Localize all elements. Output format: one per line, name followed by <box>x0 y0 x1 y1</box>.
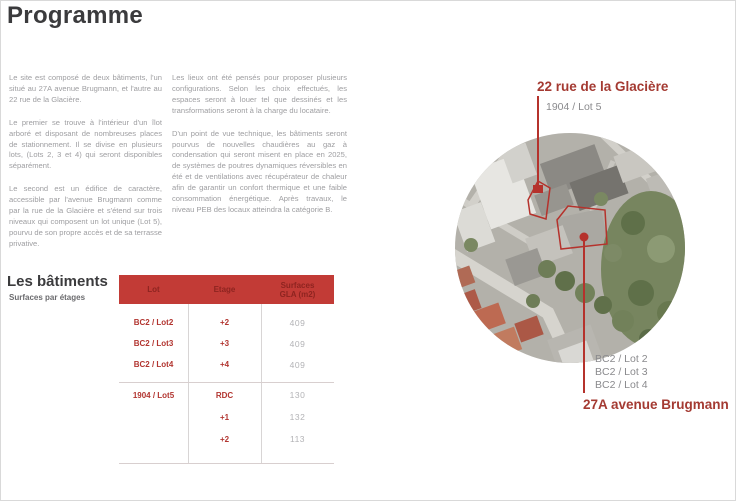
surfaces-table <box>119 275 334 464</box>
column-header-surfaces <box>261 281 334 299</box>
column-header-surfaces-line1: Surfaces <box>280 280 315 290</box>
paragraph: D'un point de vue technique, les bâtiments seront pourvus de nouvelles chaudières au gaz à condensation qui seront misent en place en 2025, de systèmes de poutres dynamiques réversibles en été et de ventilations avec récupérateur de chaleur afin de garantir un confort thermique et une faible consommation énergétique. Après travaux, le niveau PEB des locaux atteindra la catégorie B. <box>172 128 347 214</box>
table-row <box>119 354 334 375</box>
paragraph: Les lieux ont été pensés pour proposer plusieurs configurations. Selon les choix effectués, les espaces seront à louer tel que dessinés et les transformations seront à la charge du locataire. <box>172 73 347 115</box>
paragraph: Le premier se trouve à l'intérieur d'un îlot arboré et disposant de nombreuses places de stationnement. Il se divise en plusieurs lots, (Lots 2, 3 et 4) qui seront disponibles séparément. <box>9 117 162 171</box>
cell-surface: 132 <box>289 412 306 422</box>
intro-column-1 <box>9 73 162 262</box>
marker-bc2 <box>580 233 589 242</box>
cell-lot: BC2 / Lot4 <box>133 360 174 369</box>
column-divider <box>261 304 262 464</box>
map-label-1904-lot5: 1904 / Lot 5 <box>546 101 602 113</box>
cell-lot: BC2 / Lot3 <box>133 339 174 348</box>
table-group-1904 <box>119 375 334 450</box>
cell-etage: +3 <box>219 339 230 348</box>
surfaces-table-body <box>119 304 334 464</box>
buildings-subheading: Surfaces par étages <box>9 293 86 302</box>
column-header-lot: Lot <box>147 285 160 294</box>
table-group-bc2 <box>119 304 334 375</box>
cell-surface: 409 <box>289 359 306 370</box>
cell-lot: BC2 / Lot2 <box>133 318 174 327</box>
intro-column-2 <box>172 73 347 228</box>
column-header-etage: Etage <box>213 285 236 294</box>
paragraph: Le site est composé de deux bâtiments, l'un situé au 27A avenue Brugmann, et l'autre au 22 rue de la Glacière. <box>9 73 162 104</box>
cell-etage: +2 <box>219 318 230 327</box>
map-label-bc2-lot3: BC2 / Lot 3 <box>595 366 648 378</box>
cell-surface: 130 <box>289 390 306 400</box>
column-header-surfaces-line2: GLA (m2) <box>279 289 316 299</box>
table-row <box>119 406 334 428</box>
table-row <box>119 333 334 354</box>
map-label-bc2-lot2: BC2 / Lot 2 <box>595 353 648 365</box>
cell-etage: RDC <box>215 390 234 400</box>
cell-surface: 113 <box>289 434 306 444</box>
cell-lot: 1904 / Lot5 <box>132 390 175 400</box>
cell-surface: 409 <box>289 338 306 349</box>
table-row <box>119 312 334 333</box>
map-label-bc2-lot4: BC2 / Lot 4 <box>595 379 648 391</box>
table-row <box>119 384 334 406</box>
map-label-brugmann: 27A avenue Brugmann <box>583 397 729 412</box>
buildings-heading: Les bâtiments <box>7 273 108 290</box>
aerial-photo <box>447 129 701 380</box>
map-label-bc2-lots <box>595 353 648 392</box>
cell-etage: +4 <box>219 360 230 369</box>
map-label-glaciere: 22 rue de la Glacière <box>537 79 669 94</box>
surfaces-table-header <box>119 275 334 304</box>
column-divider <box>188 304 189 464</box>
cell-surface: 409 <box>289 317 306 328</box>
paragraph: Le second est un édifice de caractère, accessible par l'avenue Brugmann comme par la rue de la Glacière et s'étend sur trois niveaux qui composent un lot unique (Lot 5), pourvu de son propre accès et de sa terrasse privative. <box>9 184 162 248</box>
table-bottom-border <box>119 463 334 464</box>
marker-lot5 <box>533 185 543 193</box>
page-title: Programme <box>7 2 144 29</box>
group-divider <box>119 382 334 383</box>
cell-etage: +1 <box>219 412 230 422</box>
cell-etage: +2 <box>219 434 230 444</box>
table-row <box>119 428 334 450</box>
